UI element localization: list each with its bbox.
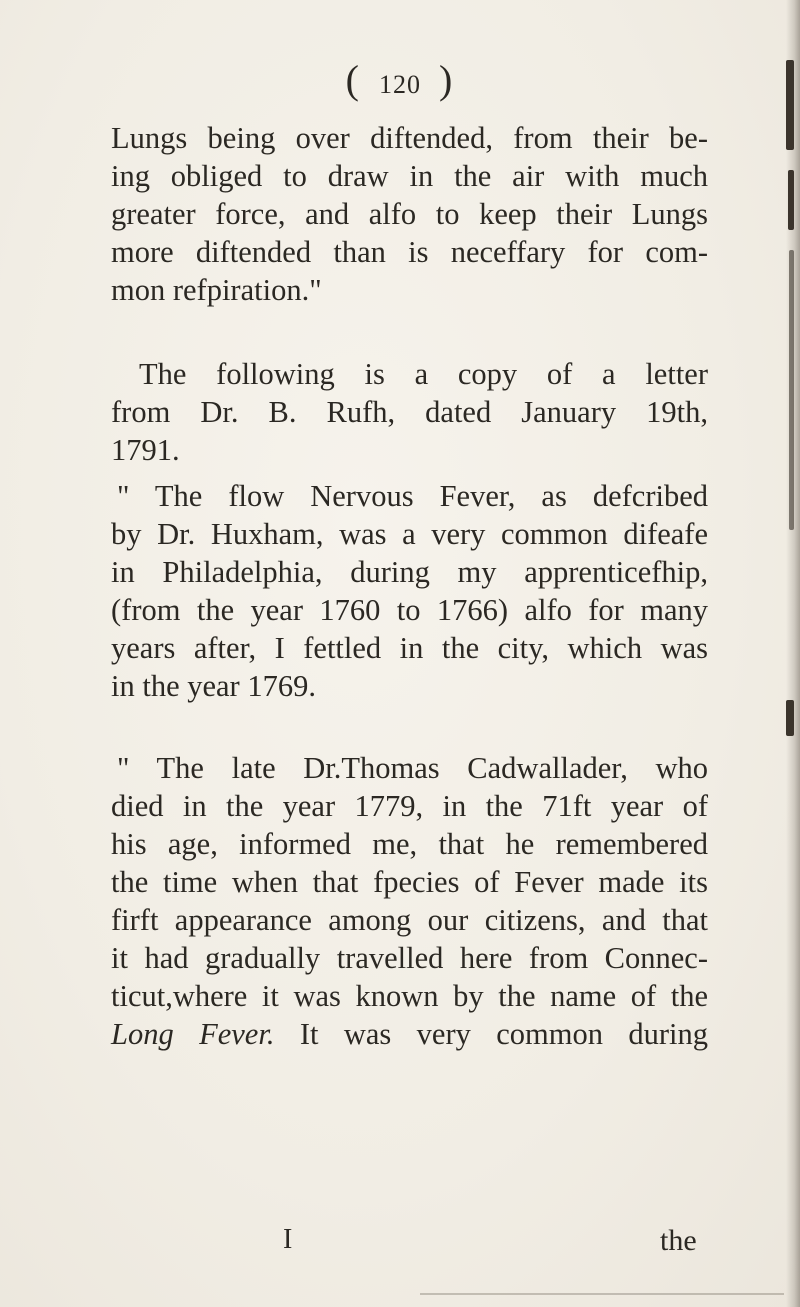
text-line: died in the year 1779, in the 71ft year of [111,789,708,823]
bottom-rule [420,1293,784,1295]
text-line: 1791. [111,433,180,467]
header-open-paren: ( [345,57,361,102]
text-line: years after, I fettled in the city, which was [111,631,708,665]
text-line: ing obliged to draw in the air with much [111,159,708,193]
text-line: ticut,where it was known by the name of the [111,979,708,1013]
text-line: (from the year 1760 to 1766) alfo for many [111,593,708,627]
text-line: firft appearance among our citizens, and that [111,903,708,937]
text-line [111,1015,708,1053]
text-line: from Dr. B. Rufh, dated January 19th, [111,395,708,429]
edge-ink-mark [789,250,794,530]
text-line: the time when that fpecies of Fever made its [111,865,708,899]
italic-term: Long Fever. [111,1017,275,1051]
text-line: in the year 1769. [111,669,316,703]
signature-mark: I [283,1224,293,1255]
catchword: the [660,1224,697,1257]
paragraph-3 [111,477,708,705]
text-line: by Dr. Huxham, was a very common difeafe [111,517,708,551]
edge-ink-mark [786,700,794,736]
text-line: greater force, and alfo to keep their Lungs [111,197,708,231]
text-line-rest: It was very common during [274,1017,708,1051]
text-line: " The late Dr.Thomas Cadwallader, who [117,751,708,785]
paragraph-1 [111,119,708,309]
text-line: The following is a copy of a letter [139,357,708,391]
text-line: more diftended than is neceffary for com- [111,235,708,269]
text-line: Lungs being over diftended, from their be- [111,121,708,155]
text-line: mon refpiration." [111,273,322,307]
text-line: his age, informed me, that he remembered [111,827,708,861]
text-line: it had gradually travelled here from Connec- [111,941,708,975]
paragraph-2 [111,355,708,469]
paragraph-4 [111,749,708,1053]
page-header [0,56,800,103]
text-line: in Philadelphia, during my apprenticefhip, [111,555,708,589]
edge-ink-mark [788,170,794,230]
header-close-paren: ) [439,57,455,102]
text-line: " The flow Nervous Fever, as defcribed [117,479,708,513]
page-number: 120 [379,70,421,99]
